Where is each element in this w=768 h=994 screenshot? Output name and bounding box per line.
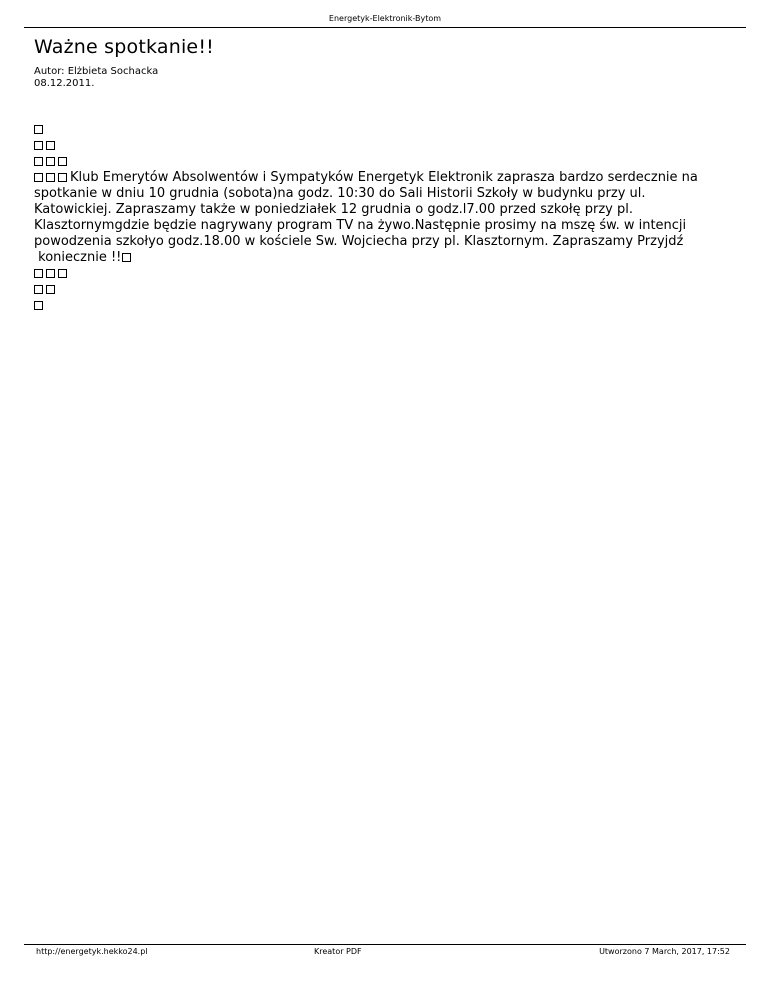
author-line: Autor: Elżbieta Sochacka [34, 66, 159, 77]
missing-glyph-icon [34, 125, 43, 134]
missing-glyph-icon [46, 285, 55, 294]
missing-glyph-icon [34, 157, 43, 166]
body-text-line: koniecznie !! [34, 250, 122, 265]
box-row-4 [34, 266, 734, 282]
missing-glyph-icon [58, 269, 67, 278]
box-row-5 [34, 282, 734, 298]
article-meta [34, 66, 158, 90]
body-line-3: Katowickiej. Zapraszamy także w poniedziałek 12 grudnia o godz.l7.00 przed szkołę przy pl. [34, 202, 633, 217]
missing-glyph-icon [46, 157, 55, 166]
body-line-5: powodzenia szkołyo godz.18.00 w kościele Sw. Wojciecha przy pl. Klasztornym. Zapraszamy Przyjdź [34, 234, 684, 249]
missing-glyph-icon [34, 301, 43, 310]
missing-glyph-icon [58, 173, 67, 182]
missing-glyph-icon [34, 285, 43, 294]
body-line-1 [34, 170, 734, 186]
box-row-1 [34, 122, 734, 138]
article-date: 08.12.2011. [34, 78, 95, 89]
footer-url: http://energetyk.hekko24.pl [36, 947, 148, 956]
missing-glyph-icon [46, 269, 55, 278]
missing-glyph-icon [58, 157, 67, 166]
missing-glyph-icon [122, 253, 131, 262]
box-row-3 [34, 154, 734, 170]
missing-glyph-icon [34, 173, 43, 182]
box-row-6 [34, 298, 734, 314]
box-row-2 [34, 138, 734, 154]
footer-created: Utworzono 7 March, 2017, 17:52 [599, 947, 730, 956]
body-line-4: Klasztornymgdzie będzie nagrywany program TV na żywo.Następnie prosimy na mszę św. w intencji [34, 218, 687, 233]
site-name: Energetyk-Elektronik-Bytom [328, 14, 442, 23]
missing-glyph-icon [46, 173, 55, 182]
page-header [24, 14, 746, 28]
footer-generator: Kreator PDF [314, 947, 362, 956]
article-title: Ważne spotkanie!! [34, 36, 214, 58]
page-footer [24, 944, 746, 956]
article-body [34, 122, 734, 314]
body-text-line: Klub Emerytów Absolwentów i Sympatyków Energetyk Elektronik zaprasza bardzo serdecznie na [70, 170, 698, 185]
body-line-6 [34, 250, 734, 266]
missing-glyph-icon [34, 269, 43, 278]
missing-glyph-icon [46, 141, 55, 150]
missing-glyph-icon [34, 141, 43, 150]
body-line-2: spotkanie w dniu 10 grudnia (sobota)na godz. 10:30 do Sali Historii Szkoły w budynku przy ul. [34, 186, 646, 201]
